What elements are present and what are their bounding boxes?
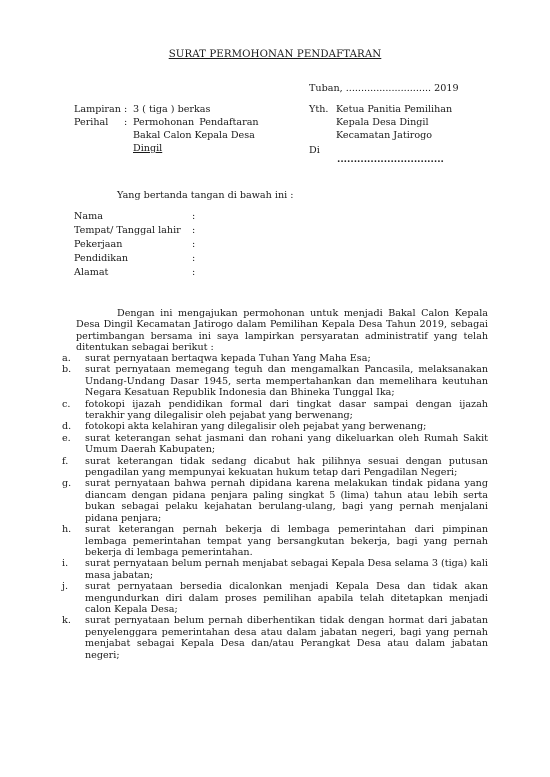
list-item-text: surat pernyataan memegang teguh dan mengamalkan Pancasila, melaksanakan Undang-Undang Dasar 1945, serta mempertahankan dan memelihara keutuhan Negara Kesatuan Republik Indonesia dan Bhineka Tunggal Ika;	[85, 364, 488, 399]
list-marker: c.	[62, 398, 71, 410]
list-item-text: surat pernyataan belum pernah menjabat sebagai Kepala Desa selama 3 (tiga) kali masa jabatan;	[85, 558, 488, 581]
list-marker: g.	[62, 478, 72, 490]
field-nama	[74, 211, 204, 223]
list-item-text: surat keterangan sehat jasmani dan rohani yang dikeluarkan oleh Rumah Sakit Umum Daerah Kabupaten;	[85, 432, 488, 456]
list-marker: b.	[62, 364, 72, 376]
list-marker: i.	[62, 558, 69, 570]
perihal-colon: :	[124, 117, 128, 128]
field-colon: :	[192, 253, 196, 264]
list-marker: d.	[62, 421, 72, 433]
lampiran-label: Lampiran	[74, 104, 121, 115]
field-colon: :	[192, 225, 196, 236]
requirements-list	[62, 353, 488, 661]
list-item-text: surat pernyataan bahwa pernah dipidana karena melakukan tindak pidana yang diancam dengan pidana penjara paling singkat 5 (lima) tahun atau lebih serta bukan sebagai pelaku kejahatan berulang-ulang, bagi yang pernah menjalani pidana penjara;	[85, 478, 488, 524]
list-item	[62, 433, 488, 456]
paragraph-text: Dengan ini mengajukan permohonan untuk menjadi Bakal Calon Kepala Desa Dingil Kecamatan Jatirogo dalam Pemilihan Kepala Desa Tahun 2019, sebagai pertimbangan bersama ini saya lampirkan persyaratan administratif yang telah ditentukan sebagai berikut :	[76, 308, 488, 354]
recipient-yth: Yth.	[309, 104, 329, 115]
list-item-text: surat pernyataan belum pernah diberhentikan tidak dengan hormat dari jabatan penyelenggara pemerintahan desa atau dalam jabatan negeri, bagi yang pernah menjabat sebagai Kepala Desa dan/atau Perangkat Desa atau dalam jabatan negeri;	[85, 615, 488, 661]
field-pekerjaan	[74, 239, 204, 251]
lampiran-colon: :	[124, 104, 128, 115]
recipient-line-2: Kepala Desa Dingil	[336, 117, 429, 128]
field-label: Pekerjaan	[74, 239, 123, 250]
field-label: Alamat	[74, 267, 109, 278]
list-item	[62, 615, 488, 661]
lampiran-value: 3 ( tiga ) berkas	[133, 104, 211, 115]
list-item-text: surat pernyataan bertaqwa kepada Tuhan Yang Maha Esa;	[85, 353, 371, 364]
field-tempat-tanggal-lahir	[74, 225, 204, 237]
list-item-text: surat keterangan pernah bekerja di lembaga pemerintahan dari pimpinan lembaga pemerintahan tempat yang bersangkutan bekerja, bagi yang pernah bekerja di lembaga pemerintahan.	[85, 524, 488, 558]
field-alamat	[74, 267, 204, 279]
field-label: Pendidikan	[74, 253, 129, 264]
list-item	[62, 558, 488, 581]
perihal-label: Perihal	[74, 117, 109, 128]
list-marker: h.	[62, 524, 72, 536]
list-item-text: surat pernyataan bersedia dicalonkan menjadi Kepala Desa dan tidak akan mengundurkan diri dalam proses pemilihan apabila telah ditetapkan menjadi calon Kepala Desa;	[85, 581, 488, 615]
list-item	[62, 399, 488, 422]
request-paragraph	[76, 308, 488, 354]
recipient-di: Di	[309, 145, 320, 156]
list-marker: f.	[62, 455, 69, 467]
list-item-text: fotokopi akta kelahiran yang dilegalisir oleh pejabat yang berwenang;	[85, 421, 427, 433]
perihal-line-2: Bakal Calon Kepala Desa	[133, 130, 255, 141]
list-item-text: surat keterangan tidak sedang dicabut hak pilihnya sesuai dengan putusan pengadilan yang mempunyai kekuatan hukum tetap dari Pengadilan Negeri;	[85, 455, 488, 479]
list-marker: a.	[62, 353, 71, 364]
list-item-text: fotokopi ijazah pendidikan formal dari tingkat dasar sampai dengan ijazah terakhir yang dilegalisir oleh pejabat yang berwenang;	[85, 398, 488, 422]
list-marker: k.	[62, 615, 71, 627]
field-label: Nama	[74, 211, 103, 222]
list-item	[62, 456, 488, 479]
date-line: Tuban, ............................ 2019	[309, 83, 459, 94]
field-colon: :	[192, 267, 196, 278]
list-item	[62, 353, 488, 364]
list-item	[62, 581, 488, 615]
field-colon: :	[192, 211, 196, 222]
intro-line: Yang bertanda tangan di bawah ini :	[117, 190, 294, 201]
document-title: SURAT PERMOHONAN PENDAFTARAN	[168, 49, 382, 60]
perihal-line-1: Permohonan Pendaftaran	[133, 117, 259, 128]
list-marker: e.	[62, 432, 71, 444]
recipient-di-dots: ................................	[337, 154, 444, 165]
list-marker: j.	[62, 581, 69, 593]
list-item	[62, 421, 488, 432]
list-item	[62, 364, 488, 398]
field-colon: :	[192, 239, 196, 250]
field-pendidikan	[74, 253, 204, 265]
perihal-line-3: Dingil	[133, 143, 163, 154]
list-item	[62, 478, 488, 524]
list-item	[62, 524, 488, 558]
field-label: Tempat/ Tanggal lahir	[74, 225, 181, 236]
recipient-line-1: Ketua Panitia Pemilihan	[336, 104, 453, 115]
recipient-line-3: Kecamatan Jatirogo	[336, 130, 433, 141]
